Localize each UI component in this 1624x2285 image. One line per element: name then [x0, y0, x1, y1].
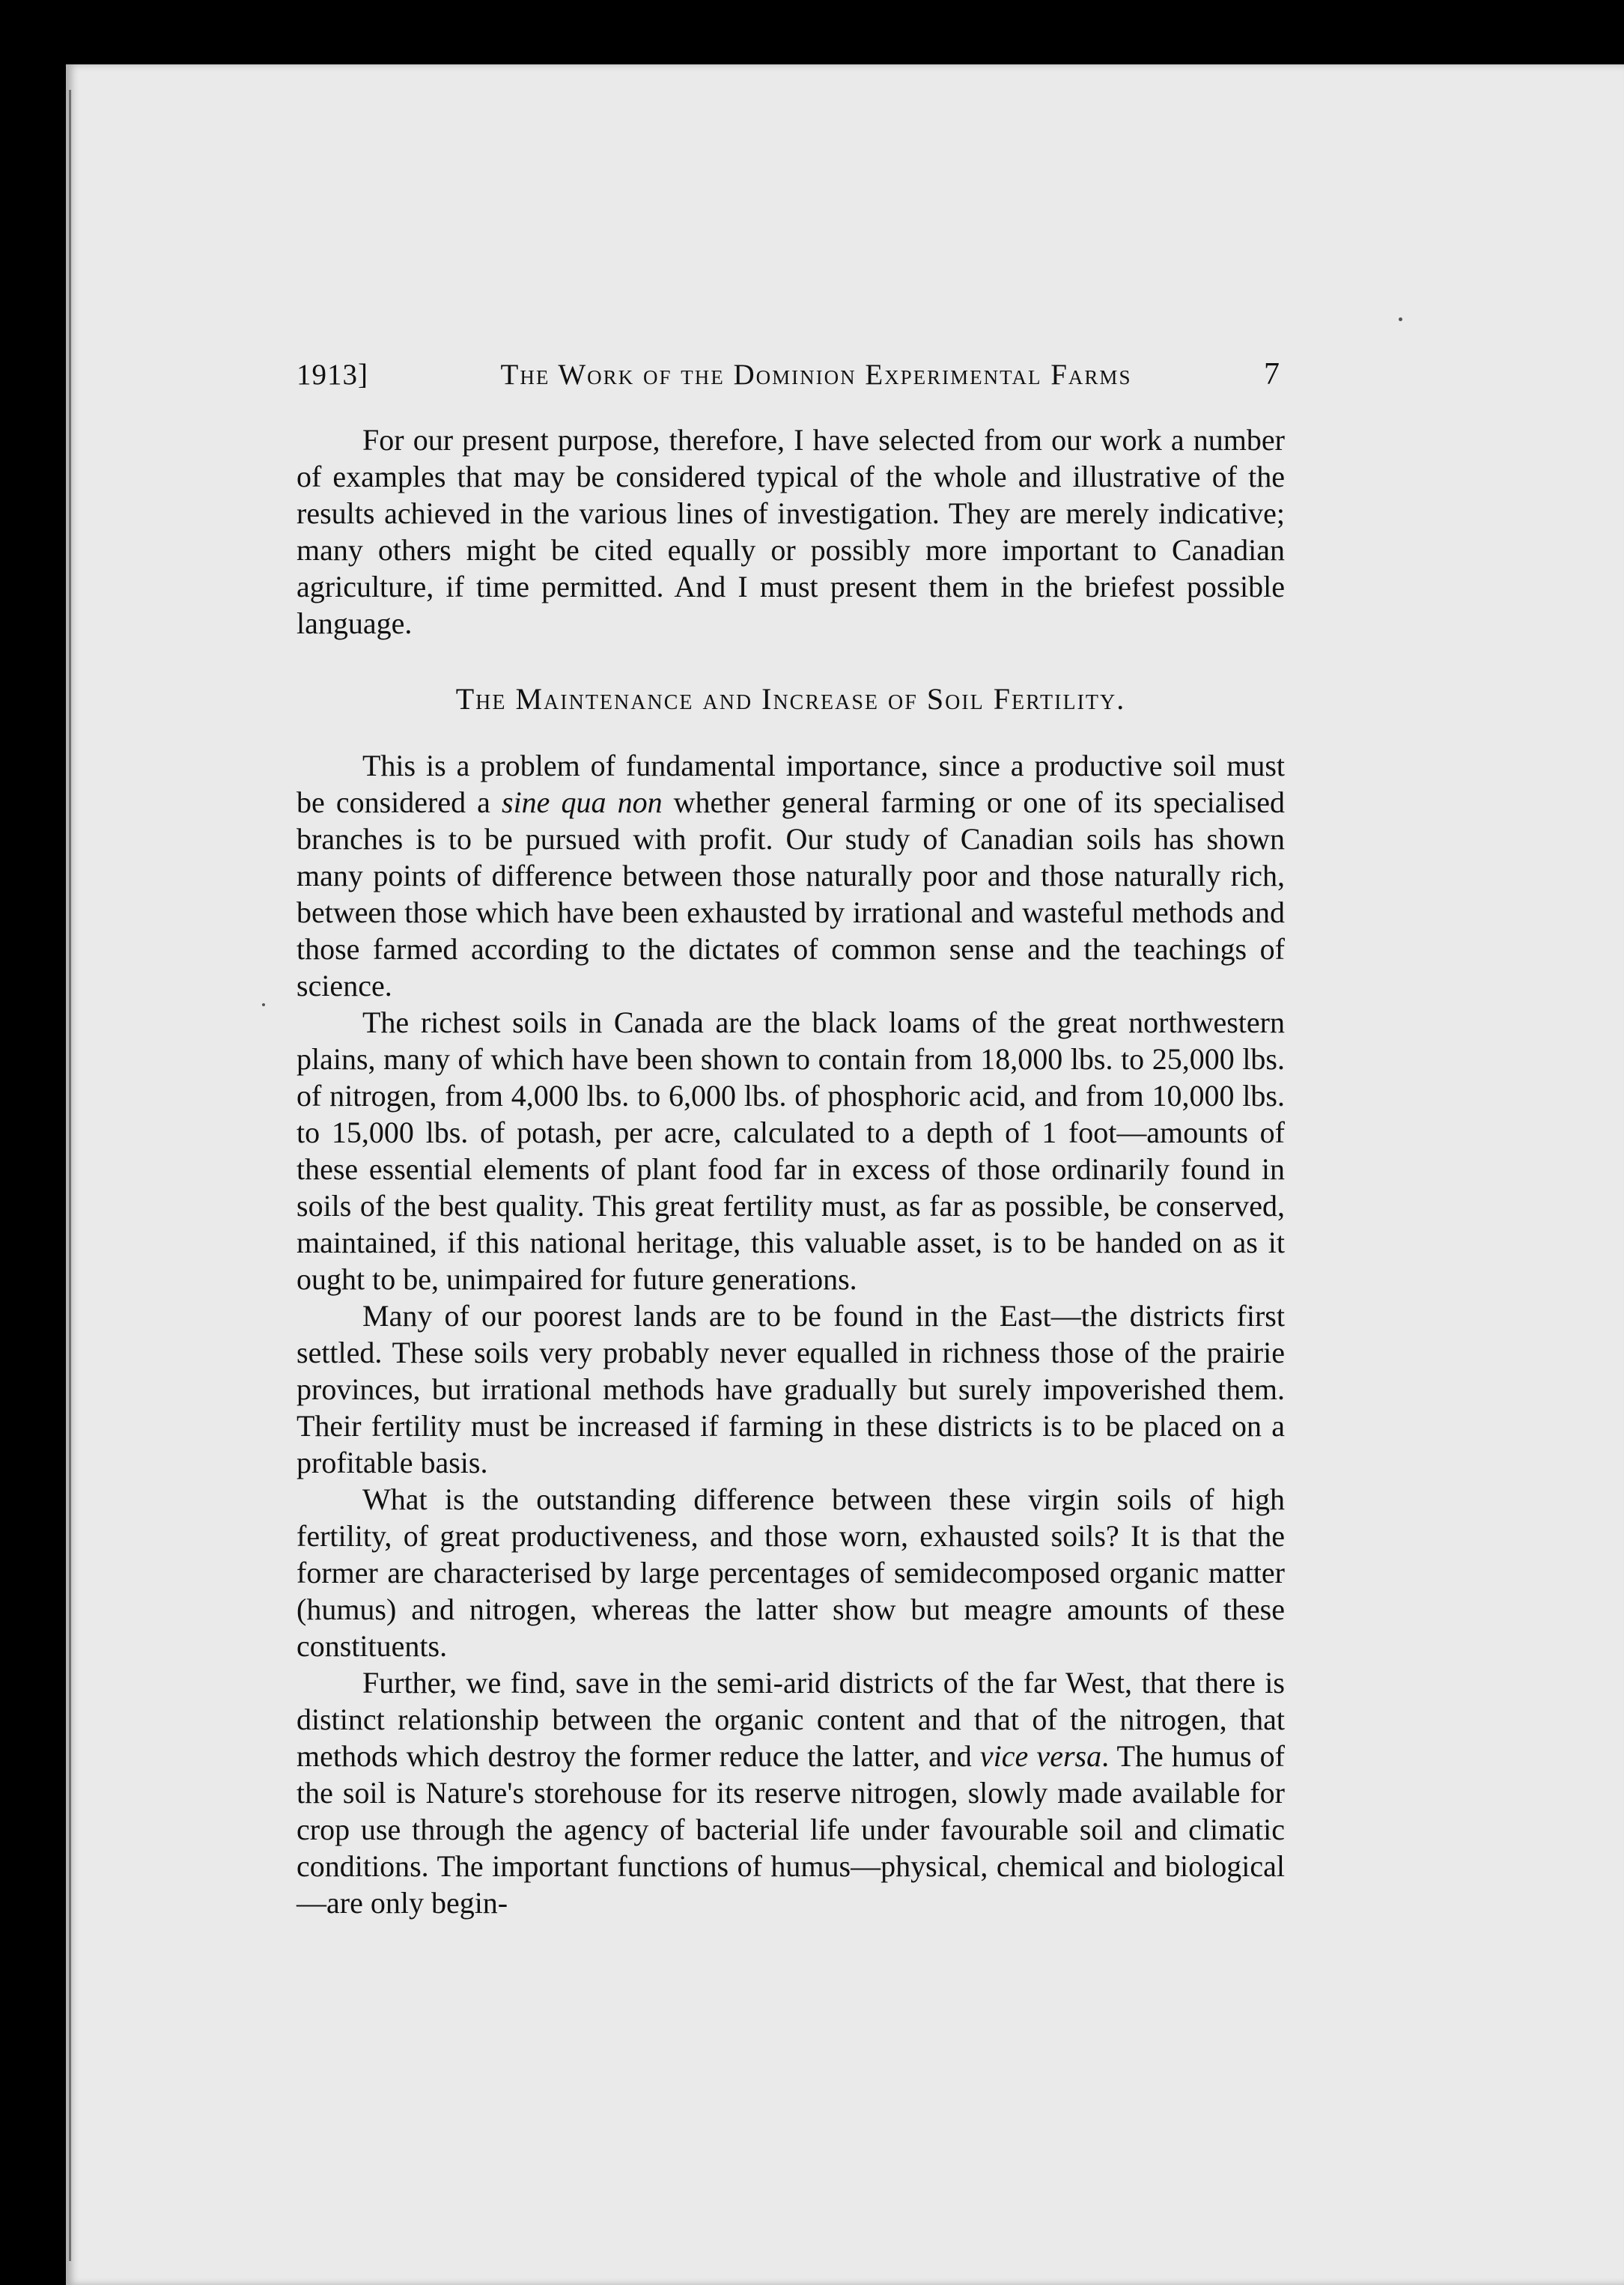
paragraph-3: Many of our poorest lands are to be found in the East—the districts first settled. These soils very probably never equalled in richness those of the prairie provinces, but irrational methods have gradually but surely impoverished them. Their fertility must be increased if farming in these districts is to be placed on a profitable basis. — [296, 1299, 1285, 1479]
section-heading: The Maintenance and Increase of Soil Fertility. — [455, 682, 1126, 716]
page-number: 7 — [1263, 357, 1280, 392]
paragraph-1 — [296, 747, 1285, 1004]
paragraph-1-text-a: This is a problem of fundamental importance, since a productive soil must be considered a — [296, 749, 1285, 819]
paragraph-1-text-b: whether general farming or one of its specialised branches is to be pursued with profit. Our study of Canadian soils has shown many points of difference between those naturally poor and those naturally rich, between those which have been exhausted by irrational and wasteful methods and those farmed according to the dictates of common sense and the teachings of science. — [296, 785, 1286, 1002]
scan-speck — [1399, 317, 1402, 321]
paragraph-1-italic: sine qua non — [502, 785, 663, 819]
running-head-year: 1913] — [296, 359, 368, 391]
page-text — [296, 356, 1285, 1921]
paragraph-2: The richest soils in Canada are the black loams of the great northwestern plains, many of which have been shown to contain from 18,000 lbs. to 25,000 lbs. of nitrogen, from 4,000 lbs. to 6,000 lbs. of phosphoric acid, and from 10,000 lbs. to 15,000 lbs. of potash, per acre, calculated to a depth of 1 foot—amounts of these essential elements of plant food far in excess of those ordinarily found in soils of the best quality. This great fertility must, as far as possible, be conserved, maintained, if this national heritage, this valuable asset, is to be handed on as it ought to be, unimpaired for future generations. — [296, 1005, 1285, 1296]
paragraph-5 — [296, 1664, 1285, 1921]
running-head — [296, 356, 1285, 393]
paragraph-5-text-a: Further, we find, save in the semi-arid districts of the far West, that there is distinct relationship between the organic content and that of the nitrogen, that methods which destroy the former reduce the latter, and — [296, 1666, 1285, 1773]
running-head-title: The Work of the Dominion Experimental Farms — [500, 359, 1132, 391]
intro-paragraph: For our present purpose, therefore, I have selected from our work a number of examples that may be considered typical of the whole and illustrative of the results achieved in the various lines of investigation. They are merely indicative; many others might be cited equally or possibly more important to Canadian agriculture, if time permitted. And I must present them in the briefest possible language. — [296, 423, 1285, 640]
paragraph-5-text-b: . The humus of the soil is Nature's storehouse for its reserve nitrogen, slowly made available for crop use through the agency of bacterial life under favourable soil and climatic conditions. The important functions of humus—physical, chemical and biological—are only begin- — [296, 1739, 1286, 1920]
paragraph-5-italic: vice versa — [979, 1739, 1102, 1773]
paragraph-4: What is the outstanding difference between these virgin soils of high fertility, of great productiveness, and those worn, exhausted soils? It is that the former are characterised by large percentages of semidecomposed organic matter (humus) and nitrogen, whereas the latter show but meagre amounts of these constituents. — [296, 1482, 1285, 1663]
page-edge-shadow — [69, 90, 71, 2261]
scan-speck — [262, 1003, 265, 1006]
